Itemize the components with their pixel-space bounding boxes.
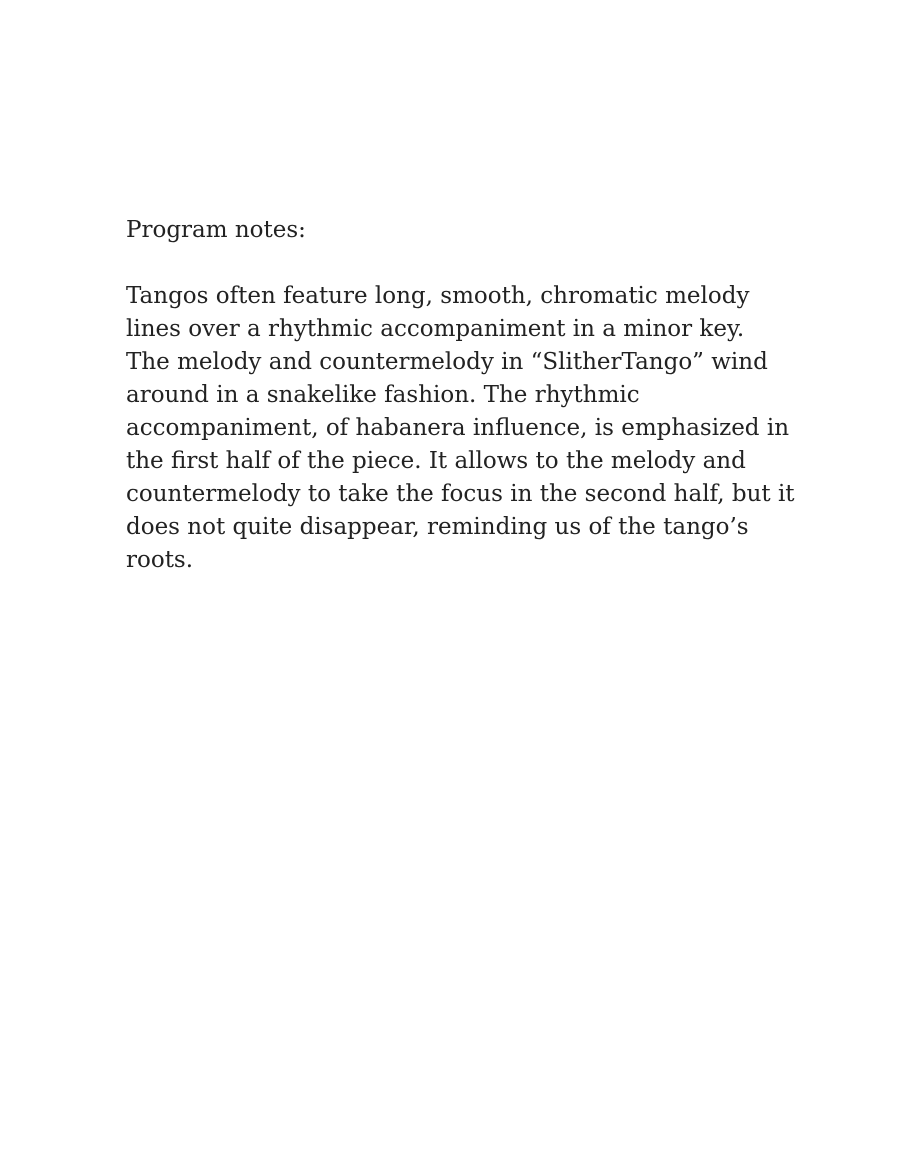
- paragraph-line: roots.: [126, 547, 194, 573]
- program-notes: [126, 214, 795, 577]
- paragraph-line: the first half of the piece. It allows to the melody and: [126, 448, 746, 474]
- paragraph-line: accompaniment, of habanera influence, is emphasized in: [126, 415, 790, 441]
- paragraph-line: does not quite disappear, reminding us of the tango’s: [126, 514, 749, 540]
- paragraph-line: Tangos often feature long, smooth, chromatic melody: [126, 283, 750, 309]
- paragraph-line: around in a snakelike fashion. The rhythmic: [126, 382, 640, 408]
- paragraph-line: lines over a rhythmic accompaniment in a minor key.: [126, 316, 745, 342]
- program-notes-heading: Program notes:: [126, 217, 306, 243]
- paragraph-line: countermelody to take the focus in the second half, but it: [126, 481, 795, 507]
- paragraph-line: The melody and countermelody in “SlitherTango” wind: [126, 349, 768, 375]
- program-notes-paragraph: [126, 280, 795, 577]
